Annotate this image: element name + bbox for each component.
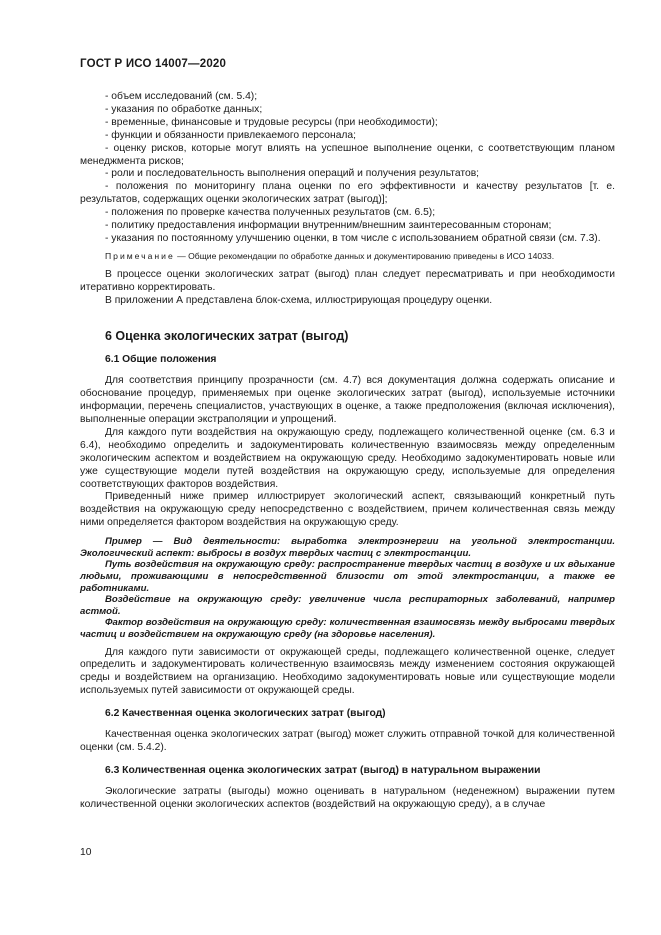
list-item: - временные, финансовые и трудовые ресурсы (при необходимости); — [105, 116, 438, 128]
intro-paragraph: В приложении А представлена блок-схема, иллюстрирующая процедуру оценки. — [105, 294, 493, 306]
section-6-1-title: 6.1 Общие положения — [105, 354, 217, 366]
example-line: Воздействие на окружающую среду: увеличение числа респираторных заболеваний, например астмой. — [80, 594, 615, 617]
paragraph: Качественная оценка экологических затрат (выгод) может служить отправной точкой для количественной оценки (см. 5.4.2). — [80, 729, 615, 753]
note-text: — Общие рекомендации по обработке данных и документированию приведены в ИСО 14033. — [177, 250, 555, 261]
list-item: - политику предоставления информации внутренним/внешним заинтересованным сторонам; — [105, 220, 552, 232]
list-item: - оценку рисков, которые могут влиять на успешное выполнение оценки, с соответствующим планом менеджмента рисков; — [80, 142, 615, 167]
list-item: - положения по проверке качества полученных результатов (см. 6.5); — [105, 207, 436, 219]
example-block — [80, 536, 615, 640]
list-item: - объем исследований (см. 5.4); — [105, 91, 258, 102]
paragraph: Экологические затраты (выгоды) можно оценивать в натуральном (неденежном) выражении путем количественной оценки экологических аспектов (воздействий на окружающую среду), а в случае — [80, 785, 615, 810]
list-item: - роли и последовательность выполнения операций и получения результатов; — [105, 168, 480, 180]
example-line: Путь воздействия на окружающую среду: распространение твердых частиц в воздухе и их вдыхание людьми, проживающими в непосредственной близости от этой электростанции, а также ее работниками. — [80, 559, 615, 594]
list-item: - указания по постоянному улучшению оценки, в том числе с использованием обратной связи (см. 7.3). — [105, 232, 601, 244]
paragraph: Для соответствия принципу прозрачности (см. 4.7) вся документация должна содержать описание и обоснование процедур, применяемых при оценке экологических затрат (выгод), используемые источники информации, перечень специалистов, участвующих в оценке, а также предположения (включая исключения), выполненные операции экстраполяции и упрощений. — [80, 375, 615, 426]
list-item: - функции и обязанности привлекаемого персонала; — [105, 129, 357, 141]
intro-paragraph: В процессе оценки экологических затрат (выгод) план следует пересматривать и при необходимости итеративно корректировать. — [80, 268, 615, 293]
list-item: - указания по обработке данных; — [105, 103, 263, 115]
section-6-title: 6 Оценка экологических затрат (выгод) — [105, 328, 349, 343]
paragraph: Для каждого пути воздействия на окружающую среду, подлежащего количественной оценке (см. 6.3 и 6.4), необходимо определить и задокументировать количественную взаимосвязь между определенным экологическим аспектом и воздействием на окружающую среду. Необходимо задокументировать новые или уже существующие модели путей воздействия на окружающую среду, используемые для определения соответствующих факторов воздействия. — [80, 426, 615, 490]
list-item: - положения по мониторингу плана оценки по его эффективности и качеству результатов [т. е. результатов, содержащих оценки экологических затрат (выгод)]; — [80, 181, 615, 206]
page-content — [80, 91, 615, 812]
note — [80, 250, 615, 263]
note-label: Примечание — [105, 250, 175, 261]
document-header: ГОСТ Р ИСО 14007—2020 — [80, 58, 227, 70]
paragraph: Приведенный ниже пример иллюстрирует экологический аспект, связывающий конкретный путь воздействия на окружающую среду непосредственно с воздействием, причем количественная связь между ними определяется фактором воздействия на окружающую среду. — [80, 491, 615, 529]
page-number: 10 — [80, 847, 92, 858]
requirements-list — [80, 91, 615, 246]
section-6-2-title: 6.2 Качественная оценка экологических затрат (выгод) — [105, 708, 386, 720]
paragraph: Для каждого пути зависимости от окружающей среды, подлежащего количественной оценке, следует определить и задокументировать количественную взаимосвязь между изменением состояния окружающей среды и воздействием на организацию. Необходимо задокументировать новые или существующие модели используемых путей зависимости от окружающей среды. — [80, 646, 615, 697]
example-line: Фактор воздействия на окружающую среду: количественная взаимосвязь между выбросами твердых частиц и воздействием на окружающую среду (на здоровье населения). — [80, 617, 615, 640]
example-line: Пример — Вид деятельности: выработка электроэнергии на угольной электростанции. Экологический аспект: выбросы в воздух твердых частиц с электростанции. — [80, 536, 615, 559]
section-6-3-title: 6.3 Количественная оценка экологических затрат (выгод) в натуральном выражении — [105, 764, 541, 776]
